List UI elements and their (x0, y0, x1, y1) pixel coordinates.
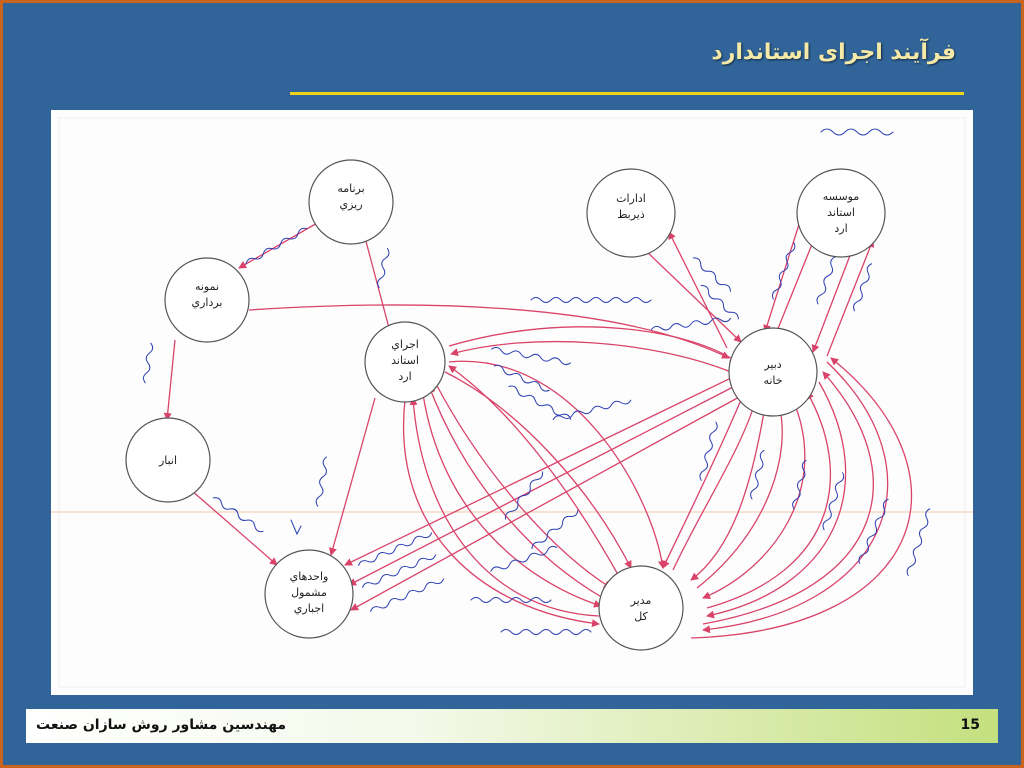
scanned-diagram (51, 110, 973, 695)
node-label-implementation-2: استاند (391, 354, 419, 367)
node-label-offices-1: ادارات (616, 192, 646, 205)
arrow-director-to-secretariat-2 (697, 406, 782, 588)
arrow-secretariat-to-units-1 (345, 378, 731, 565)
node-label-institute-3: ارد (834, 222, 848, 235)
node-label-units-2: مشمول (291, 586, 327, 599)
handwritten-mark (291, 520, 301, 534)
arrow-secretariat-to-units-3 (351, 396, 741, 610)
handwritten-note-impl-2 (493, 364, 550, 393)
node-label-director-1: مدير (630, 594, 652, 607)
handwritten-note-secretariat-arc (651, 316, 731, 332)
handwritten-note-impl-3 (508, 384, 572, 421)
arrow-offices-to-secretariat (645, 250, 741, 342)
node-label-secretariat-1: دبير (764, 358, 782, 371)
footer-bar (26, 709, 998, 743)
page-number: 15 (960, 717, 980, 733)
node-label-sampling-2: برداري (191, 296, 223, 309)
handwritten-note-impl-director-5 (501, 630, 591, 635)
arrow-implementation-to-planning (363, 230, 389, 328)
arrow-secretariat-to-director-3 (703, 400, 805, 598)
arrow-secretariat-to-director-1 (663, 400, 741, 568)
handwritten-note-sampling-secretariat (531, 298, 651, 303)
node-label-sampling-1: نمونه (194, 280, 220, 293)
node-label-implementation-1: اجراي (391, 338, 419, 351)
handwritten-note-impl-1 (491, 347, 571, 366)
diagram-nodes (126, 160, 885, 650)
handwritten-note-sampling-warehouse (143, 343, 154, 383)
footer-company-name: مهندسین مشاور روش سازان صنعت (36, 717, 287, 733)
node-label-offices-2: ذيربط (617, 208, 645, 221)
arrow-secretariat-to-offices (669, 232, 727, 348)
arrow-secretariat-to-impl (451, 342, 731, 372)
node-label-institute-1: موسسه (822, 190, 860, 203)
handwritten-note-institute-3 (852, 263, 874, 312)
node-label-director-2: كل (634, 610, 648, 623)
handwritten-note-offices-2 (700, 284, 741, 321)
title-underline (290, 92, 964, 95)
node-secretariat (729, 328, 817, 416)
handwritten-note-top-right (821, 129, 893, 135)
node-label-units-3: اجباري (293, 602, 325, 615)
node-label-institute-2: استاند (827, 206, 855, 219)
node-label-units-1: واحدهاي (289, 570, 329, 583)
node-label-secretariat-2: خانه (763, 374, 783, 387)
node-label-planning-1: برنامه (337, 182, 365, 195)
arrow-director-to-secretariat-3 (707, 392, 830, 608)
arrow-secretariat-to-director-2 (691, 406, 765, 580)
slide-title: فرآیند اجرای استاندارد (711, 40, 956, 65)
node-director (599, 566, 683, 650)
arrow-secretariat-to-director-4 (707, 382, 846, 616)
handwritten-note-impl-units (315, 457, 329, 507)
handwritten-note-impl-director-3 (490, 545, 557, 574)
handwritten-note-sec-director-4 (822, 472, 845, 531)
arrow-sampling-to-secretariat (249, 305, 729, 358)
process-flow-diagram (51, 110, 973, 695)
node-label-implementation-3: ارد (398, 370, 412, 383)
handwritten-note-impl-planning (377, 248, 390, 288)
handwritten-note-sec-director-2 (750, 450, 767, 500)
handwritten-note-offices-1 (692, 256, 733, 293)
node-label-warehouse-1: انبار (158, 454, 178, 467)
handwritten-note-impl-4 (553, 398, 632, 422)
handwritten-note-impl-director-2 (530, 508, 579, 550)
arrow-impl-to-director-1 (445, 372, 631, 568)
handwritten-note-sec-director-3 (792, 460, 809, 510)
handwritten-note-units-1 (358, 531, 433, 568)
arrow-implementation-to-units (331, 398, 375, 555)
arrow-sampling-to-warehouse (167, 340, 175, 420)
arrow-warehouse-to-units (191, 490, 277, 565)
node-label-planning-2: ريزي (339, 198, 363, 211)
arrow-impl-to-director-3 (423, 394, 601, 606)
handwritten-note-units-3 (370, 577, 445, 614)
arrow-impl-to-secretariat (449, 327, 737, 362)
